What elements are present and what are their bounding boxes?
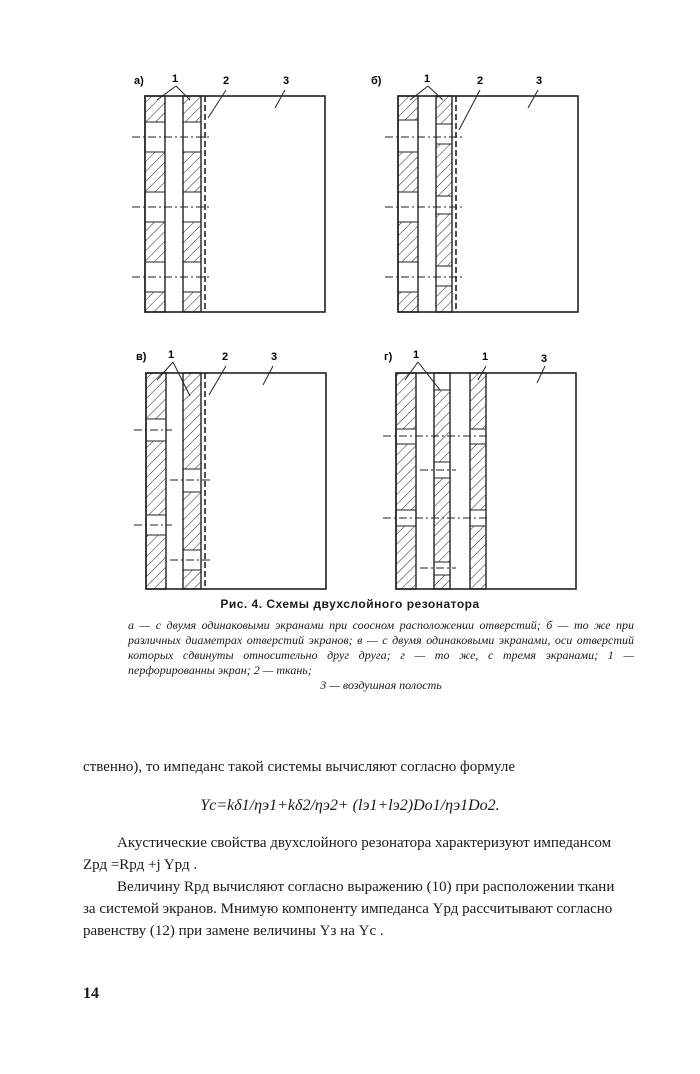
- panel-b: [371, 73, 578, 312]
- paragraph-1: ственно), то импеданс такой системы вычисляют согласно формуле: [83, 759, 516, 775]
- label-screen: 1: [413, 349, 420, 361]
- perforated-screen-3: [470, 373, 486, 589]
- impedance-formula: Yс=kδ1/ηэ1+kδ2/ηэ2+ (lэ1+lэ2)Dо1/ηэ1Dо2.: [200, 797, 500, 814]
- label-air-cavity: 3: [536, 75, 543, 87]
- label-screen: 1: [424, 73, 431, 85]
- panel-b-tag: б): [371, 75, 382, 87]
- perforated-screen-2: [183, 373, 201, 589]
- legend-last-line: 3 — воздушная полость: [320, 678, 442, 692]
- label-air-cavity: 3: [283, 75, 290, 87]
- page-number: 14: [83, 985, 99, 1002]
- perforated-screen-2: [436, 96, 452, 312]
- paragraph-2: Акустические свойства двухслойного резонатора характеризуют импедансом Zрд =Rрд +j Yрд .: [83, 835, 612, 873]
- panel-v: [134, 349, 326, 589]
- perforated-screen-1: [146, 373, 166, 589]
- panel-g: [383, 349, 576, 589]
- label-air-cavity: 3: [271, 351, 278, 363]
- label-fabric: 2: [223, 75, 230, 87]
- perforated-screen-1: [396, 373, 416, 589]
- perforated-screen-1: [145, 96, 165, 312]
- label-air-cavity: 3: [541, 353, 548, 365]
- label-screen-2: 1: [482, 351, 489, 363]
- panel-g-tag: г): [384, 351, 393, 363]
- perforated-screen-2: [183, 96, 201, 312]
- perforated-screen-2: [434, 373, 450, 589]
- label-screen: 1: [172, 73, 179, 85]
- panel-a-tag: а): [134, 75, 144, 87]
- label-fabric: 2: [477, 75, 484, 87]
- perforated-screen-1: [398, 96, 418, 312]
- panel-a: [132, 73, 325, 312]
- figure-caption: Рис. 4. Схемы двухслойного резонатора: [220, 597, 480, 611]
- label-screen: 1: [168, 349, 175, 361]
- paragraph-3: Величину Rрд вычисляют согласно выражению (10) при расположении ткани за системой экранов. Мнимую компоненту импеданса Yрд рассчитывают согласно равенству (12) при замене величины Yз на Yс .: [83, 879, 615, 939]
- label-fabric: 2: [222, 351, 229, 363]
- legend-text: а — с двумя одинаковыми экранами при соосном расположении отверстий; б — то же при различных диаметрах отверстий экранов; в — с двумя одинаковыми экранами, оси отверстий которых сдвинуты относительно друг друга; г — то же, с тремя экранами; 1 — перфорированны экран; 2 — ткань;: [128, 618, 634, 677]
- panel-v-tag: в): [136, 351, 147, 363]
- figure-legend: [128, 618, 634, 693]
